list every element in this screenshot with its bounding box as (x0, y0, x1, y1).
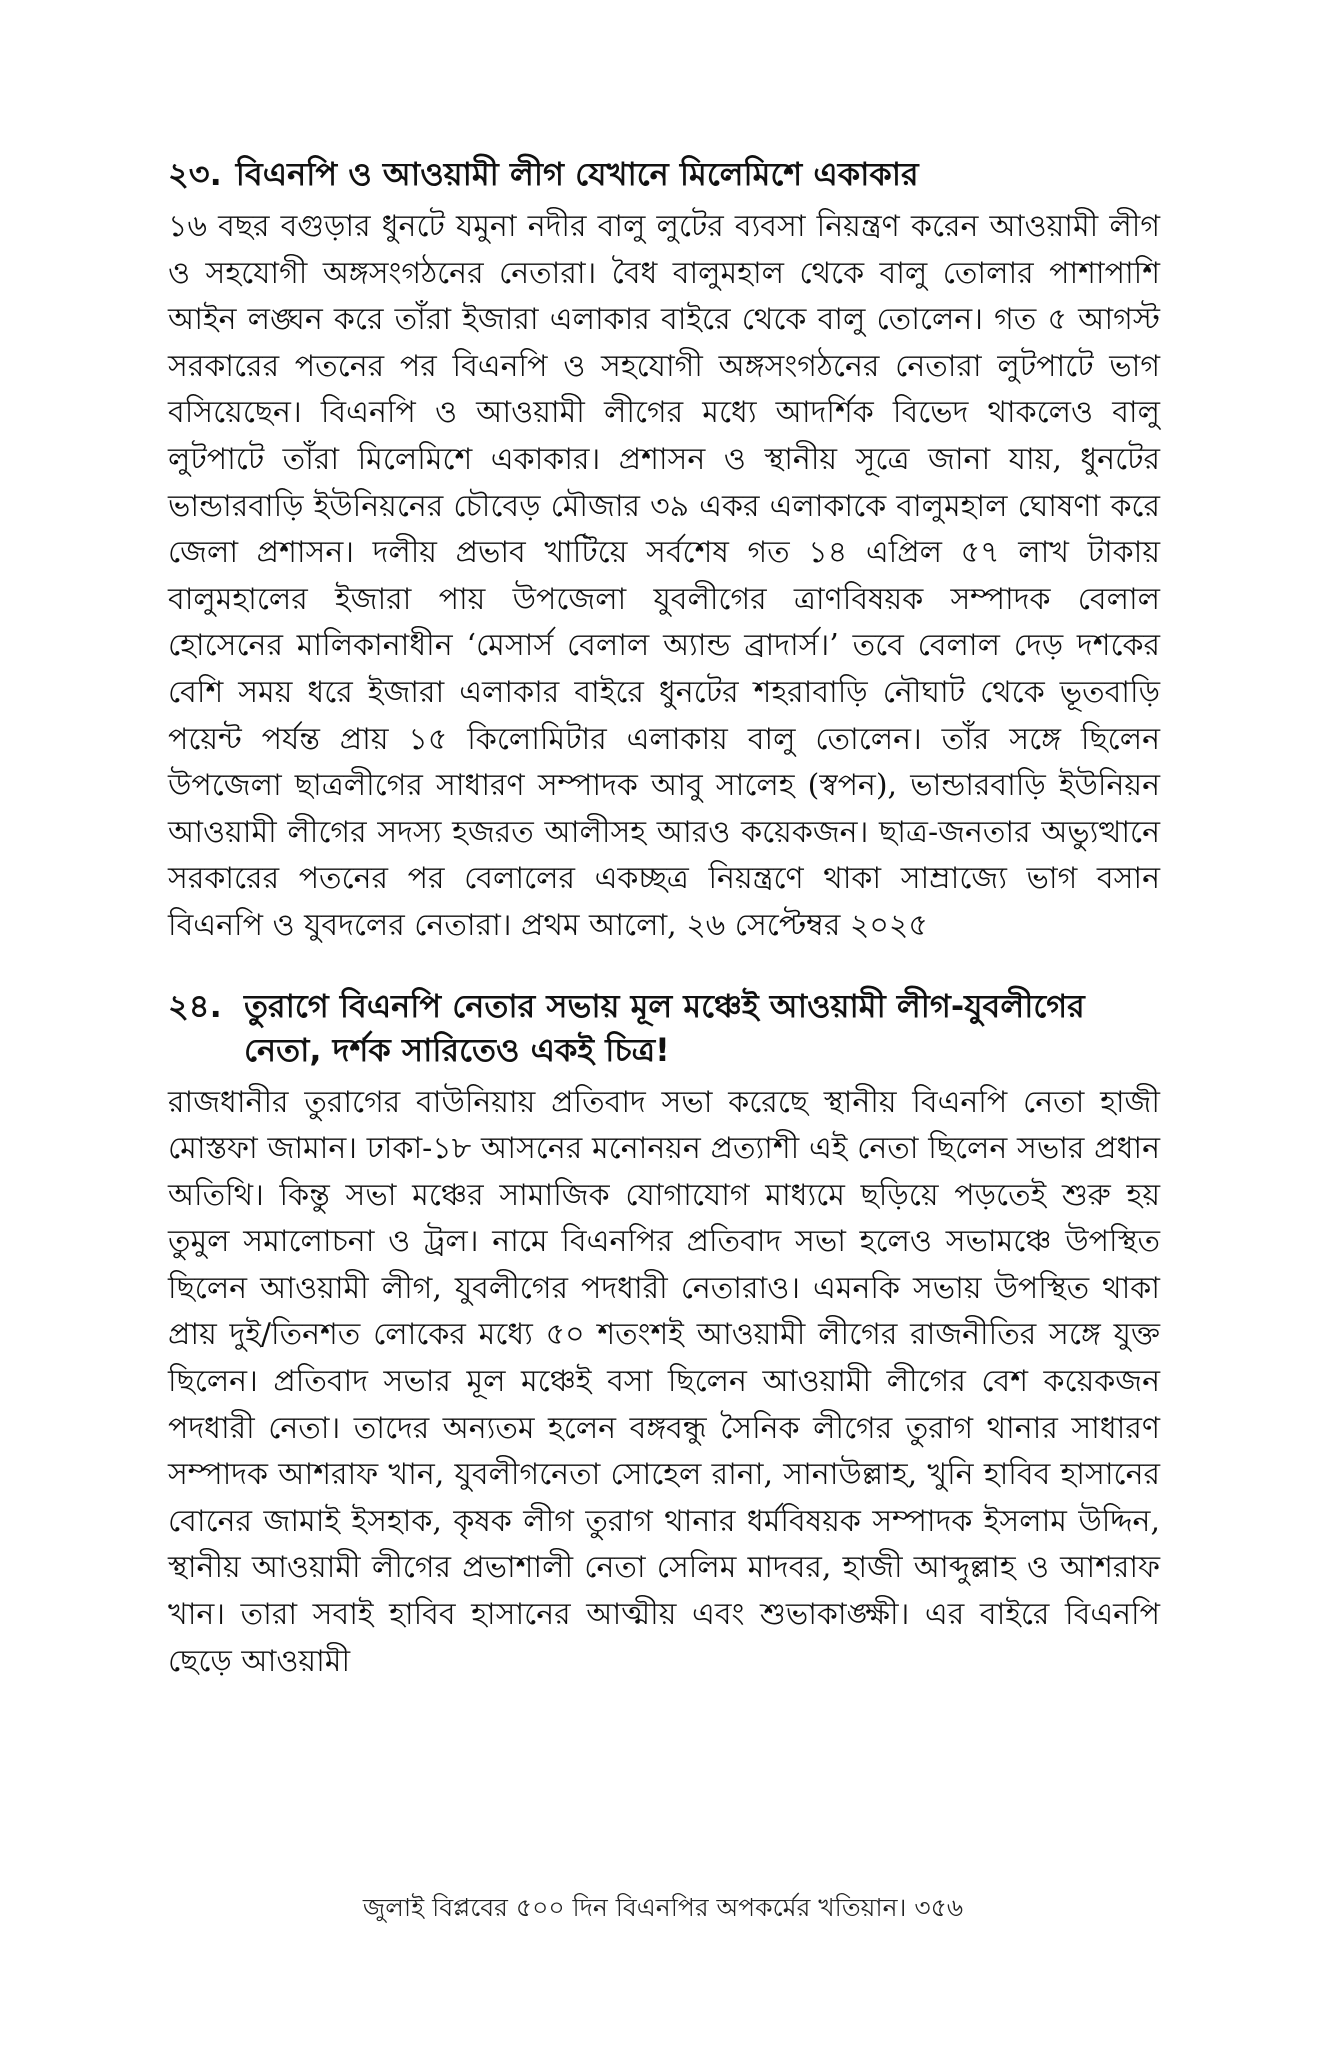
section-number: ২৩. (168, 155, 222, 193)
page-footer: জুলাই বিপ্লবের ৫০০ দিন বিএনপির অপকর্মের খতিয়ান। ৩৫৬ (362, 1893, 964, 1922)
page-content (168, 152, 1160, 1685)
section-number: ২৪. (168, 986, 222, 1025)
section-23 (168, 152, 1160, 950)
section-heading (168, 984, 1160, 1072)
section-title: বিএনপি ও আওয়ামী লীগ যেখানে মিলেমিশে একাকার (235, 155, 919, 193)
section-24 (168, 984, 1160, 1686)
section-body: রাজধানীর তুরাগের বাউনিয়ায় প্রতিবাদ সভা করেছে স্থানীয় বিএনপি নেতা হাজী মোস্তফা জামান। ঢাকা-১৮ আসনের মনোনয়ন প্রত্যাশী এই নেতা ছিলেন সভার প্রধান অতিথি। কিন্তু সভা মঞ্চের সামাজিক যোগাযোগ মাধ্যমে ছড়িয়ে পড়তেই শুরু হয় তুমুল সমালোচনা ও ট্রল। নামে বিএনপির প্রতিবাদ সভা হলেও সভামঞ্চে উপস্থিত ছিলেন আওয়ামী লীগ, যুবলীগের পদধারী নেতারাও। এমনকি সভায় উপস্থিত থাকা প্রায় দুই/তিনশত লোকের মধ্যে ৫০ শতংশই আওয়ামী লীগের রাজনীতির সঙ্গে যুক্ত ছিলেন। প্রতিবাদ সভার মূল মঞ্চেই বসা ছিলেন আওয়ামী লীগের বেশ কয়েকজন পদধারী নেতা। তাদের অন্যতম হলেন বঙ্গবন্ধু সৈনিক লীগের তুরাগ থানার সাধারণ সম্পাদক আশরাফ খান, যুবলীগনেতা সোহেল রানা, সানাউল্লাহ, খুনি হাবিব হাসানের বোনের জামাই ইসহাক, কৃষক লীগ তুরাগ থানার ধর্মবিষয়ক সম্পাদক ইসলাম উদ্দিন, স্থানীয় আওয়ামী লীগের প্রভাশালী নেতা সেলিম মাদবর, হাজী আব্দুল্লাহ ও আশরাফ খান। তারা সবাই হাবিব হাসানের আত্মীয় এবং শুভাকাঙ্ক্ষী। এর বাইরে বিএনপি ছেড়ে আওয়ামী (168, 1084, 1160, 1679)
section-body: ১৬ বছর বগুড়ার ধুনটে যমুনা নদীর বালু লুটের ব্যবসা নিয়ন্ত্রণ করেন আওয়ামী লীগ ও সহযোগী অঙ্গসংগঠনের নেতারা। বৈধ বালুমহাল থেকে বালু তোলার পাশাপাশি আইন লঙ্ঘন করে তাঁরা ইজারা এলাকার বাইরে থেকে বালু তোলেন। গত ৫ আগস্ট সরকারের পতনের পর বিএনপি ও সহযোগী অঙ্গসংগঠনের নেতারা লুটপাটে ভাগ বসিয়েছেন। বিএনপি ও আওয়ামী লীগের মধ্যে আদর্শিক বিভেদ থাকলেও বালু লুটপাটে তাঁরা মিলেমিশে একাকার। প্রশাসন ও স্থানীয় সূত্রে জানা যায়, ধুনটের ভান্ডারবাড়ি ইউনিয়নের চৌবেড় মৌজার ৩৯ একর এলাকাকে বালুমহাল ঘোষণা করে জেলা প্রশাসন। দলীয় প্রভাব খাটিয়ে সর্বশেষ গত ১৪ এপ্রিল ৫৭ লাখ টাকায় বালুমহালের ইজারা পায় উপজেলা যুবলীগের ত্রাণবিষয়ক সম্পাদক বেলাল হোসেনের মালিকানাধীন ‘মেসার্স বেলাল অ্যান্ড ব্রাদার্স।’ তবে বেলাল দেড় দশকের বেশি সময় ধরে ইজারা এলাকার বাইরে ধুনটের শহরাবাড়ি নৌঘাট থেকে ভূতবাড়ি পয়েন্ট পর্যন্ত প্রায় ১৫ কিলোমিটার এলাকায় বালু তোলেন। তাঁর সঙ্গে ছিলেন উপজেলা ছাত্রলীগের সাধারণ সম্পাদক আবু সালেহ (স্বপন), ভান্ডারবাড়ি ইউনিয়ন আওয়ামী লীগের সদস্য হজরত আলীসহ আরও কয়েকজন। ছাত্র-জনতার অভ্যুত্থানে সরকারের পতনের পর বেলালের একচ্ছত্র নিয়ন্ত্রণে থাকা সাম্রাজ্যে ভাগ বসান বিএনপি ও যুবদলের নেতারা। প্রথম আলো, ২৬ সেপ্টেম্বর ২০২৫ (168, 209, 1160, 943)
section-title: তুরাগে বিএনপি নেতার সভায় মূল মঞ্চেই আওয়ামী লীগ-যুবলীগের নেতা, দর্শক সারিতেও একই চিত্র! (244, 986, 1085, 1069)
section-heading (168, 152, 1160, 196)
